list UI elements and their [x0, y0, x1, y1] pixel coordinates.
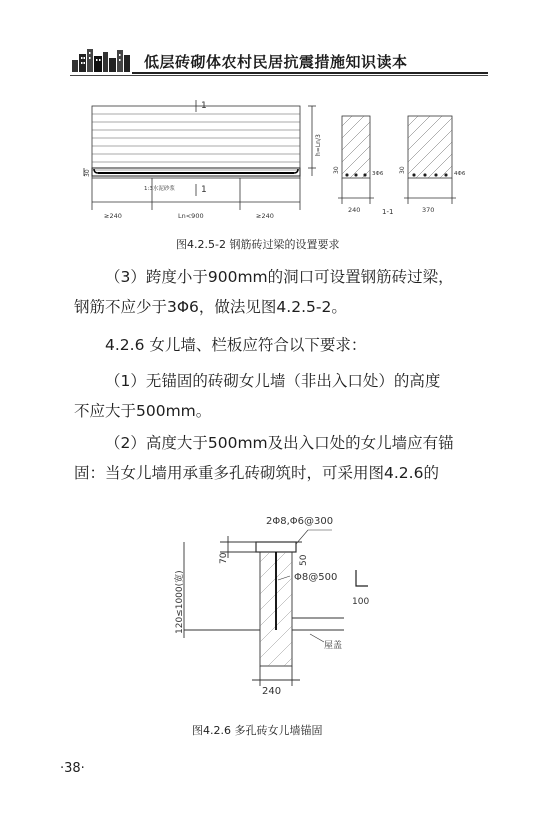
label-roof: 屋盖 — [324, 641, 343, 651]
section-240 — [338, 116, 374, 204]
parapet-figure — [170, 508, 390, 704]
section1-height: 30 — [333, 166, 340, 174]
running-header — [70, 46, 488, 76]
lintel-figure — [80, 96, 480, 224]
page-number: ·38· — [60, 761, 85, 776]
label-height-range: 120≤1000(宽) — [175, 570, 185, 634]
section2-height: 30 — [399, 166, 406, 174]
label-top-bars: 2Φ8,Φ6@300 — [266, 516, 334, 527]
paragraph-parapet-2 — [74, 428, 484, 488]
figure1-caption: 图4.2.5-2 钢筋砖过梁的设置要求 — [176, 238, 340, 251]
section-mark-top: 1 — [201, 101, 207, 111]
section-heading-4-2-6: 4.2.6 女儿墙、栏板应符合以下要求： — [105, 336, 367, 354]
paragraph-parapet-1 — [74, 366, 484, 426]
label-dim-left: ≥240 — [104, 212, 122, 220]
parapet-drawing — [184, 530, 368, 686]
paragraph-line: 钢筋不应少于3Φ6，做法见图4.2.5-2。 — [74, 298, 347, 316]
header-rule-thin — [70, 75, 488, 76]
section-mark-bottom: 1 — [201, 185, 207, 195]
label-50: 50 — [299, 554, 309, 566]
label-anchor-length: 100 — [352, 597, 370, 607]
section1-bar: 3Φ6 — [372, 171, 384, 177]
section2-width: 370 — [422, 206, 435, 214]
label-cap-height: 70 — [219, 552, 229, 564]
paragraph-lintel — [74, 262, 484, 322]
header-rule — [132, 72, 488, 74]
section2-bar: 4Φ6 — [454, 171, 466, 177]
section1-width: 240 — [348, 206, 361, 214]
label-dim-right: ≥240 — [256, 212, 274, 220]
label-h: h=Ln/3 — [315, 134, 322, 156]
label-dim-span: Ln<900 — [178, 212, 204, 220]
label-thickness: 30 — [84, 169, 91, 177]
label-mortar: 1:3水泥砂浆 — [144, 186, 175, 192]
section-title: 1-1 — [382, 208, 394, 216]
label-width: 240 — [262, 686, 282, 697]
header-title: 低层砖砌体农村民居抗震措施知识读本 — [144, 53, 408, 71]
building-skyline-icon — [70, 46, 132, 72]
paragraph-line: （1）无锚固的砖砌女儿墙（非出入口处）的高度 — [105, 372, 441, 390]
paragraph-line: （2）高度大于500mm及出入口处的女儿墙应有锚 — [105, 434, 454, 452]
paragraph-line: 不应大于500mm。 — [74, 402, 212, 420]
paragraph-line: 固：当女儿墙用承重多孔砖砌筑时，可采用图4.2.6的 — [74, 464, 439, 482]
section-370 — [404, 116, 456, 204]
figure2-caption: 图4.2.6 多孔砖女儿墙锚固 — [192, 724, 323, 737]
paragraph-line: （3）跨度小于900mm的洞口可设置钢筋砖过梁， — [105, 268, 454, 286]
label-vertical-bars: Φ8@500 — [294, 572, 338, 583]
lintel-elevation — [84, 100, 316, 210]
